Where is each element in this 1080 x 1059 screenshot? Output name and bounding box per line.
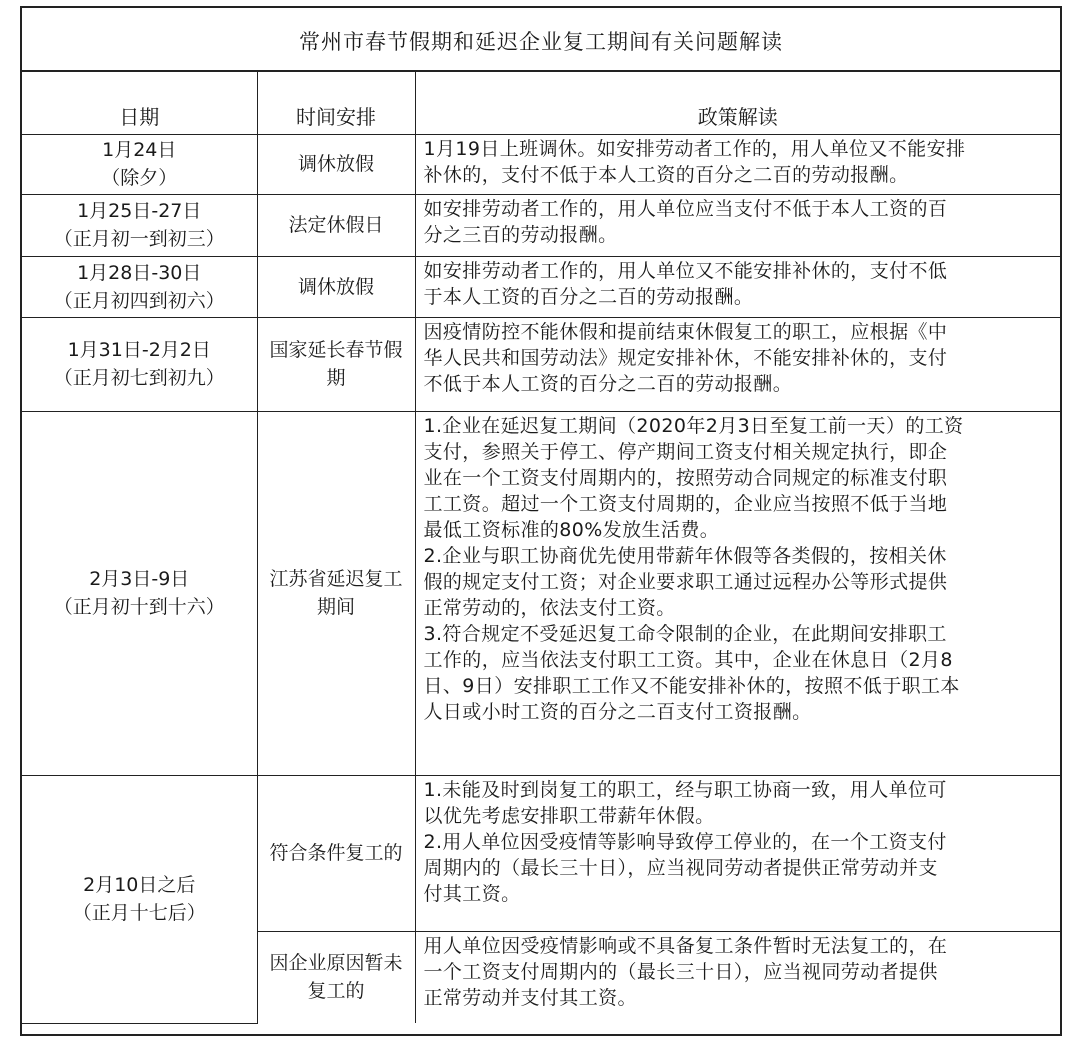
policy-line: 以优先考虑安排职工带薪年休假。 xyxy=(423,804,715,827)
date-lunar-line: （正月初四到初六） xyxy=(53,289,225,312)
policy-line: 分之三百的劳动报酬。 xyxy=(423,223,618,246)
policy-line: 付其工资。 xyxy=(423,882,521,905)
header-row xyxy=(22,72,1060,134)
policy-line: 3.符合规定不受延迟复工命令限制的企业，在此期间安排职工 xyxy=(423,622,947,645)
policy-line: 如安排劳动者工作的，用人单位应当支付不低于本人工资的百 xyxy=(423,197,948,220)
header-date: 日期 xyxy=(22,72,257,134)
policy-line: 周期内的（最长三十日），应当视同劳动者提供正常劳动并支 xyxy=(423,856,938,879)
date-cell xyxy=(22,411,257,775)
policy-line: 日、9日）安排职工工作又不能安排补休的，按照不低于职工本 xyxy=(423,674,960,697)
policy-line: 业在一个工资支付周期内的，按照劳动合同规定的标准支付职 xyxy=(423,466,948,489)
policy-line: 2.用人单位因受疫情等影响导致停工停业的，在一个工资支付 xyxy=(423,830,947,853)
policy-cell xyxy=(415,256,1060,317)
policy-line: 补休的，支付不低于本人工资的百分之二百的劳动报酬。 xyxy=(423,163,909,186)
date-line: 1月24日 xyxy=(102,139,177,161)
arrangement-text: 调休放假 xyxy=(297,153,374,175)
policy-cell xyxy=(415,317,1060,411)
policy-line: 如安排劳动者工作的，用人单位又不能安排补休的，支付不低 xyxy=(423,259,948,282)
date-cell xyxy=(22,194,257,256)
date-cell xyxy=(22,256,257,317)
policy-line: 不低于本人工资的百分之二百的劳动报酬。 xyxy=(423,372,793,395)
policy-line: 支付，参照关于停工、停产期间工资支付相关规定执行，即企 xyxy=(423,440,948,463)
policy-line: 正常劳动并支付其工资。 xyxy=(423,986,637,1009)
policy-cell xyxy=(415,134,1060,194)
policy-table xyxy=(22,72,1060,1024)
policy-line: 人日或小时工资的百分之二百支付工资报酬。 xyxy=(423,700,812,723)
table-row xyxy=(22,411,1060,775)
policy-line: 正常劳动的，依法支付工资。 xyxy=(423,596,676,619)
header-policy: 政策解读 xyxy=(415,72,1060,134)
arrangement-text: 江苏省延迟复工期间 xyxy=(269,568,403,618)
table-row xyxy=(22,134,1060,194)
policy-line: 1月19日上班调休。如安排劳动者工作的，用人单位又不能安排 xyxy=(423,137,966,160)
arrangement-text: 法定休假日 xyxy=(288,214,384,236)
table-title: 常州市春节假期和延迟企业复工期间有关问题解读 xyxy=(22,8,1060,72)
arrangement-cell xyxy=(257,775,415,931)
date-cell xyxy=(22,134,257,194)
policy-line: 最低工资标准的80%发放生活费。 xyxy=(423,518,720,541)
date-line: 2月10日之后 xyxy=(83,874,196,896)
policy-cell xyxy=(415,931,1060,1023)
arrangement-cell xyxy=(257,931,415,1023)
arrangement-cell xyxy=(257,134,415,194)
date-lunar-line: （正月初十到十六） xyxy=(53,596,225,618)
date-lunar-line: （除夕） xyxy=(101,167,178,189)
date-line: 2月3日-9日 xyxy=(89,568,190,590)
table-row xyxy=(22,194,1060,256)
policy-line: 2.企业与职工协商优先使用带薪年休假等各类假的，按相关休 xyxy=(423,544,947,567)
arrangement-cell xyxy=(257,256,415,317)
arrangement-cell xyxy=(257,411,415,775)
date-lunar-line: （正月十七后） xyxy=(72,902,206,924)
policy-line: 工作的，应当依法支付职工工资。其中，企业在休息日（2月8 xyxy=(423,648,953,671)
date-lunar-line: （正月初七到初九） xyxy=(53,367,225,389)
arrangement-text: 调休放假 xyxy=(297,275,374,298)
date-line: 1月28日-30日 xyxy=(77,261,202,284)
policy-line: 因疫情防控不能休假和提前结束休假复工的职工，应根据《中 xyxy=(423,320,948,343)
table-row xyxy=(22,256,1060,317)
arrangement-text: 符合条件复工的 xyxy=(269,842,403,864)
policy-line: 假的规定支付工资；对企业要求职工通过远程办公等形式提供 xyxy=(423,570,948,593)
date-line: 1月31日-2月2日 xyxy=(67,339,211,361)
table-row xyxy=(22,775,1060,931)
arrangement-cell xyxy=(257,317,415,411)
policy-cell xyxy=(415,411,1060,775)
policy-line: 于本人工资的百分之二百的劳动报酬。 xyxy=(423,285,754,308)
policy-line: 工工资。超过一个工资支付周期的，企业应当按照不低于当地 xyxy=(423,492,948,515)
date-line: 1月25日-27日 xyxy=(77,200,202,222)
policy-line: 华人民共和国劳动法》规定安排补休，不能安排补休的，支付 xyxy=(423,346,948,369)
policy-table-sheet xyxy=(20,6,1062,1036)
policy-line: 1.企业在延迟复工期间（2020年2月3日至复工前一天）的工资 xyxy=(423,414,964,437)
date-lunar-line: （正月初一到初三） xyxy=(53,228,225,250)
policy-cell xyxy=(415,775,1060,931)
table-row xyxy=(22,317,1060,411)
arrangement-cell xyxy=(257,194,415,256)
policy-line: 用人单位因受疫情影响或不具备复工条件暂时无法复工的，在 xyxy=(423,934,948,957)
header-arrangement: 时间安排 xyxy=(257,72,415,134)
date-cell xyxy=(22,775,257,1023)
policy-cell xyxy=(415,194,1060,256)
arrangement-text: 国家延长春节假期 xyxy=(269,339,403,389)
arrangement-text: 因企业原因暂未复工的 xyxy=(269,952,403,1003)
policy-line: 一个工资支付周期内的（最长三十日），应当视同劳动者提供 xyxy=(423,960,938,983)
date-cell xyxy=(22,317,257,411)
policy-line: 1.未能及时到岗复工的职工，经与职工协商一致，用人单位可 xyxy=(423,778,947,801)
